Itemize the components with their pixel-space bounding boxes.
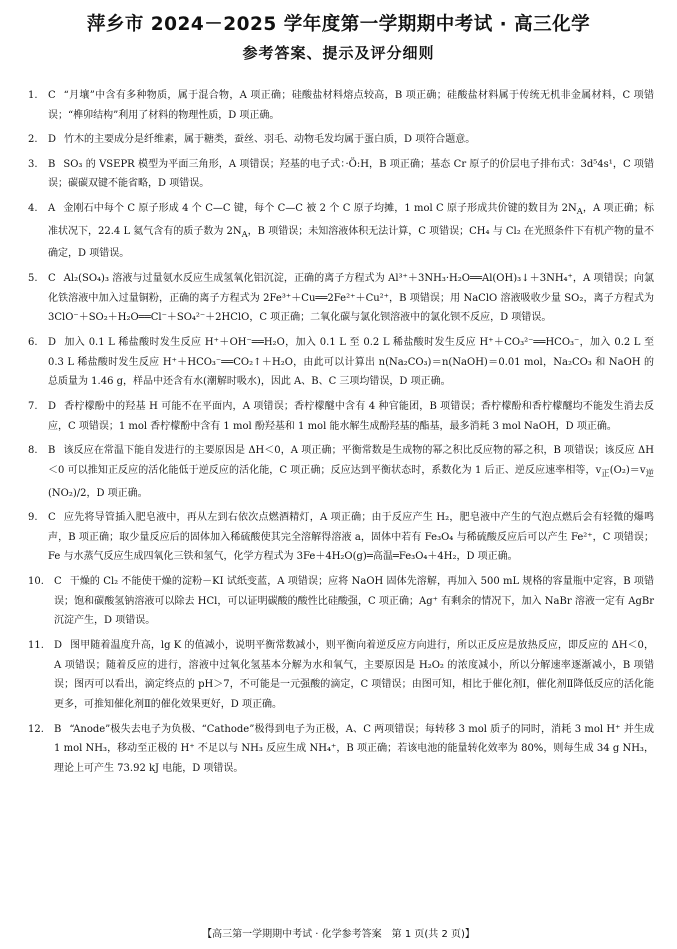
item-explanation: 香柠檬酚中的羟基 H 可能不在平面内，A 项错误；香柠檬醚中含有 4 种官能团，B 项错误；香柠檬酚和香柠檬醚均不能发生消去反应，C 项错误；1 mol 香柠檬酚中含有 1 mol 酚羟基和 1 mol 能水解生成酚羟基的酯基，最多消耗 3 mol NaOH，D 项正确。 [48,400,654,432]
item-explanation: 图甲随着温度升高，lg K 的值减小，说明平衡常数减小，则平衡向着逆反应方向进行，所以正反应是放热反应，即反应的 ΔH＜0，A 项错误；随着反应的进行，溶液中过氧化氢基本分解为水和氧气，主要原因是 H₂O₂ 的浓度减小，所以分解速率逐渐减小，B 项错误；图丙可以看出，滴定终点的 pH＞7，不可能是一元强酸的滴定，C 项错误；由图可知，相比于催化剂Ⅰ，催化剂Ⅱ降低反应的活化能更多，可推知催化剂Ⅱ的催化效果更好，D 项正确。 [54,639,654,711]
answer-item-7 [28,397,654,437]
item-number: 11. [28,639,44,651]
item-explanation: 金刚石中每个 C 原子形成 4 个 C—C 键，每个 C—C 被 2 个 C 原子均摊，1 mol C 原子形成共价键的数目为 $2N_A$，A 项正确；标准状况下，22.4 L 氦气含有的质子数为 $2N_A$，B 项错误；未知溶液体积无法计算，C 项错误；CH₄ 与 Cl₂ 在光照条件下有机产物的量不确定，D 项错误。 [48,202,654,260]
item-explanation: Al₂(SO₄)₃ 溶液与过量氨水反应生成氢氧化铝沉淀，正确的离子方程式为 Al³⁺＋3NH₃·H₂O══Al(OH)₃↓＋3NH₄⁺，A 项错误；向氯化铁溶液中加入过量铜粉，正确的离子方程式为 2Fe³⁺＋Cu══2Fe²⁺＋Cu²⁺，B 项错误；用 NaClO 溶液吸收少量 SO₂，离子方程式为 3ClO⁻＋SO₂＋H₂O══Cl⁻＋SO₄²⁻＋2HClO，C 项正确；二氧化碳与氯化钡溶液中的氯化钡不反应，D 项错误。 [48,272,654,324]
answer-item-6 [28,333,654,392]
item-answer: D [48,400,57,412]
item-number: 3. [28,158,38,170]
answer-item-2 [28,130,654,150]
page-footer: 【高三第一学期期中考试 · 化学参考答案 第 1 页(共 2 页)】 [202,929,475,940]
item-number: 6. [28,336,38,348]
item-number: 2. [28,134,38,146]
item-number: 9. [28,511,38,523]
answer-item-10 [28,572,654,631]
item-answer: B [48,158,56,170]
item-number: 12. [28,723,44,735]
item-number: 5. [28,272,38,284]
page-title: 萍乡市 2024－2025 学年度第一学期期中考试 · 高三化学 [86,14,591,35]
item-explanation: 应先将导管插入肥皂液中，再从左到右依次点燃酒精灯，A 项正确；由于反应产生 H₂，肥皂液中产生的气泡点燃后会有轻微的爆鸣声，B 项正确；取少量反应后的固体加入稀硫酸使其完全溶解得溶液 a，固体中若有 Fe₃O₄ 与稀硫酸反应后可以产生 Fe²⁺，C 项错误；Fe 与水蒸气反应生成四氧化三铁和氢气，化学方程式为 3Fe＋4H₂O(g)═高温═Fe₃O₄＋4H₂，D 项正确。 [48,511,654,563]
item-answer: C [48,90,56,101]
item-answer: D [48,336,57,348]
item-number: 7. [28,400,38,412]
item-explanation: 干燥的 Cl₂ 不能使干燥的淀粉－KI 试纸变蓝，A 项错误；应将 NaOH 固体先溶解，再加入 500 mL 规格的容量瓶中定容，B 项错误；饱和碳酸氢钠溶液可以除去 HCl，可以证明碳酸的酸性比硅酸强，C 项正确；Ag⁺ 有剩余的情况下，加入 NaBr 溶液一定有 AgBr 沉淀产生，D 项错误。 [54,575,654,627]
item-explanation: 该反应在常温下能自发进行的主要原因是 ΔH＜0，A 项正确；平衡常数是生成物的幂之积比反应物的幂之积，B 项错误；该反应 ΔH＜0 可以推知正反应的活化能低于逆反应的活化能，C 项正确；反应达到平衡状态时，系数化为 1 后正、逆反应速率相等，$v_正(O_2)=v_逆(NO_2)/2$，D 项正确。 [48,444,654,499]
answer-item-5 [28,269,654,328]
item-answer: D [48,134,57,146]
item-number: 4. [28,202,38,214]
item-number: 8. [28,444,38,456]
answer-item-9 [28,508,654,567]
answer-item-11 [28,636,654,715]
answer-item-8 [28,441,654,503]
answer-list [28,86,654,784]
item-number: 1. [28,90,38,101]
item-answer: B [48,444,56,456]
page-subtitle: 参考答案、提示及评分细则 [242,44,435,62]
item-answer: A [48,202,56,214]
answer-item-1 [28,86,654,126]
item-explanation: 竹木的主要成分是纤维素，属于糖类，蚕丝、羽毛、动物毛发均属于蛋白质，D 项符合题意。 [64,134,476,146]
item-explanation: SO₃ 的 VSEPR 模型为平面三角形，A 项错误；羟基的电子式：·Ö:H，B 项正确；基态 Cr 原子的价层电子排布式：3d⁵4s¹，C 项错误；碳碳双键不能省略，D 项错误。 [48,158,654,190]
item-number: 10. [28,575,44,587]
answer-item-4 [28,199,654,264]
item-answer: C [48,272,56,284]
item-answer: D [54,639,63,651]
item-answer: B [54,723,62,735]
item-explanation: 加入 0.1 L 稀盐酸时发生反应 H⁺＋OH⁻══H₂O，加入 0.1 L 至 0.2 L 稀盐酸时发生反应 H⁺＋CO₃²⁻══HCO₃⁻，加入 0.2 L 至 0.3 L 稀盐酸时发生反应 H⁺＋HCO₃⁻══CO₂↑＋H₂O，由此可以计算出 n(Na₂CO₃)＝n(NaOH)＝0.01 mol，Na₂CO₃ 和 NaOH 的总质量为 1.46 g，样品中还含有水(潮解时吸水)，因此 A、B、C 三项均错误，D 项正确。 [48,336,654,388]
item-explanation: “Anode”极失去电子为负极、“Cathode”极得到电子为正极，A、C 两项错误；每转移 3 mol 质子的同时，消耗 3 mol H⁺ 并生成 1 mol NH₃，移动至正极的 H⁺ 不足以与 NH₃ 反应生成 NH₄⁺，B 项正确；若该电池的能量转化效率为 80%，则每生成 34 g NH₃，理论上可产生 73.92 kJ 电能，D 项错误。 [54,723,654,775]
item-answer: C [54,575,62,587]
item-explanation: “月壤”中含有多种物质，属于混合物，A 项正确；硅酸盐材料熔点较高，B 项正确；硅酸盐材料属于传统无机非金属材料，C 项错误；“榫卯结构”利用了材料的物理性质，D 项正确。 [48,90,654,121]
item-answer: C [48,511,56,523]
answer-item-3 [28,155,654,195]
answer-item-12 [28,720,654,779]
